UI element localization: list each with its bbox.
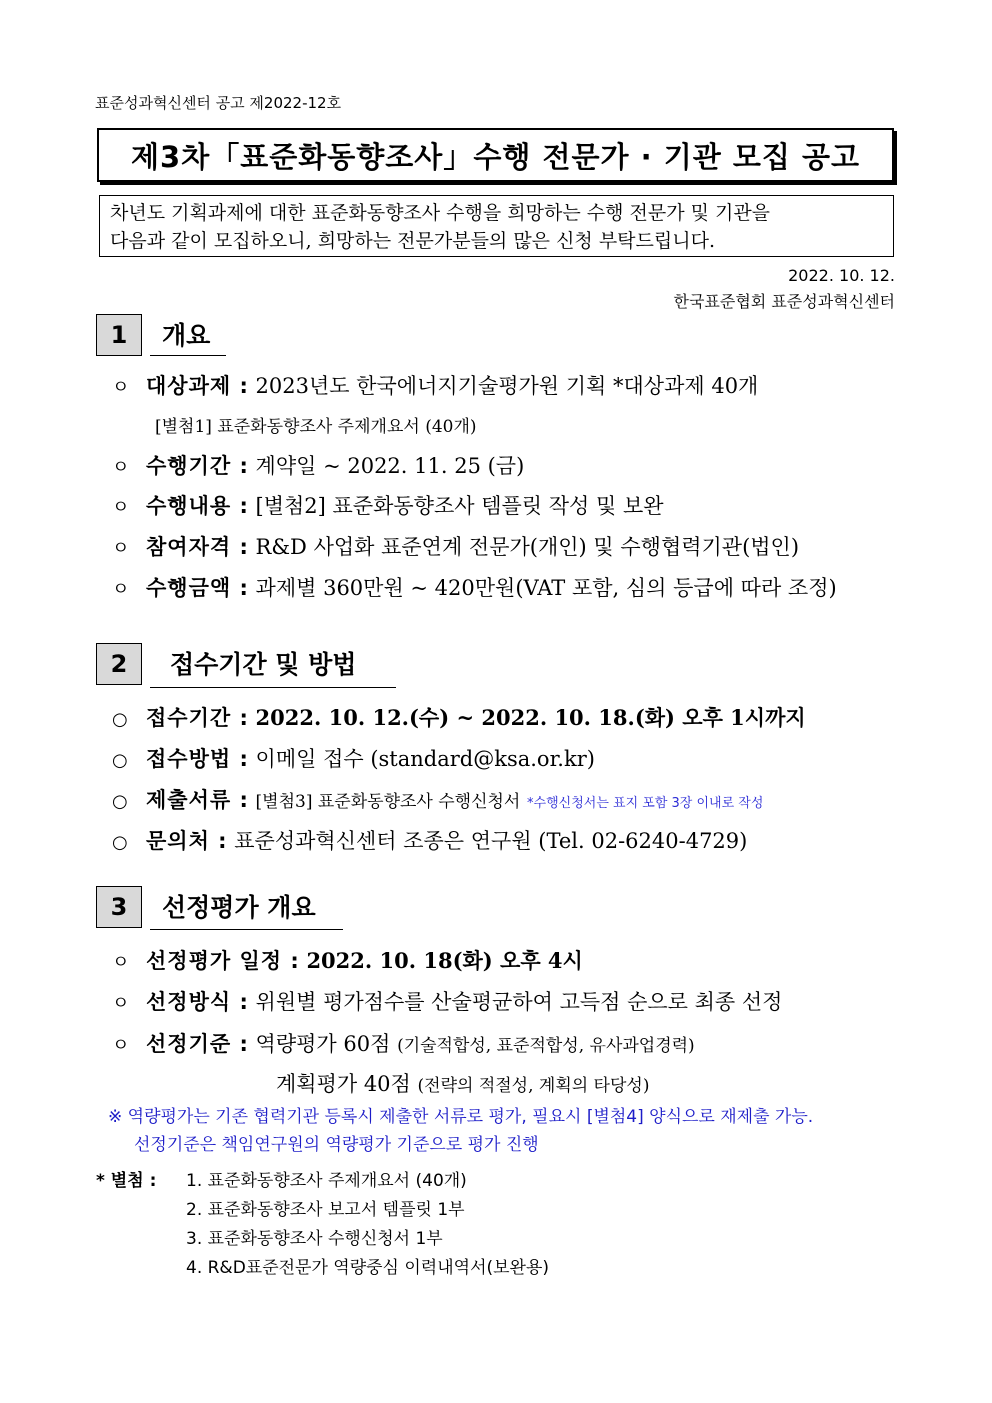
section-title: 개요	[162, 321, 211, 350]
item-label: 제출서류 :	[146, 788, 249, 812]
section-underline	[150, 929, 343, 930]
intro-line: 차년도 기획과제에 대한 표준화동향조사 수행을 희망하는 수행 전문가 및 기관을	[110, 202, 771, 224]
item-value: 계획평가 40점	[276, 1072, 411, 1096]
item-label: 접수기간 :	[146, 706, 249, 730]
item-value: 표준성과혁신센터 조종은 연구원 (Tel. 02-6240-4729)	[234, 829, 748, 853]
attachment-item: 4. R&D표준전문가 역량중심 이력내역서(보완용)	[186, 1258, 550, 1278]
bullet-icon: ㅇ	[112, 952, 130, 973]
section-title: 선정평가 개요	[162, 893, 316, 922]
bullet-icon: ㅇ	[112, 538, 130, 559]
organization-name: 한국표준협회 표준성과혁신센터	[673, 292, 895, 311]
bullet-icon: ㅇ	[112, 993, 130, 1014]
item-value: 위원별 평가점수를 산술평균하여 고득점 순으로 최종 선정	[255, 990, 783, 1014]
intro-line: 다음과 같이 모집하오니, 희망하는 전문가분들의 많은 신청 부탁드립니다.	[110, 230, 715, 252]
bullet-icon: ○	[112, 791, 128, 812]
list-item	[112, 986, 782, 1016]
section-title: 접수기간 및 방법	[170, 650, 357, 679]
list-item-sub	[155, 412, 477, 437]
item-value: 2022. 10. 12.(수) ~ 2022. 10. 18.(화) 오후 1시까지	[255, 705, 806, 730]
notice-date: 2022. 10. 12.	[788, 266, 895, 285]
section-number: 3	[96, 886, 142, 928]
section-number: 2	[96, 643, 142, 685]
item-note: (기술적합성, 표준적합성, 유사과업경력)	[397, 1036, 695, 1056]
list-item	[112, 490, 664, 520]
list-item	[112, 531, 799, 561]
page-title: 제3차「표준화동향조사」수행 전문가 · 기관 모집 공고	[97, 128, 894, 182]
attachments-label: * 별첨 :	[96, 1171, 157, 1191]
bullet-icon: ○	[112, 750, 128, 771]
item-value: 계약일 ~ 2022. 11. 25 (금)	[255, 454, 525, 478]
section-underline	[150, 687, 396, 688]
list-item-sub	[276, 1068, 649, 1098]
item-value: 2023년도 한국에너지기술평가원 기획 *대상과제 40개	[255, 374, 759, 398]
item-value: [별첨3] 표준화동향조사 수행신청서	[255, 792, 521, 812]
list-item	[112, 702, 806, 732]
list-item	[112, 450, 524, 480]
list-item	[112, 1028, 695, 1058]
notice-number: 표준성과혁신센터 공고 제2022-12호	[95, 94, 342, 112]
item-label: 수행기간 :	[146, 454, 249, 478]
item-value: R&D 사업화 표준연계 전문가(개인) 및 수행협력기관(법인)	[255, 535, 800, 559]
item-value: [별첨2] 표준화동향조사 템플릿 작성 및 보완	[255, 494, 664, 518]
item-label: 수행내용 :	[146, 494, 249, 518]
attachment-item: 1. 표준화동향조사 주제개요서 (40개)	[186, 1171, 467, 1191]
remark-note: 선정기준은 책임연구원의 역량평가 기준으로 평가 진행	[134, 1135, 539, 1155]
bullet-icon: ○	[112, 709, 128, 730]
item-label: 선정기준 :	[146, 1032, 249, 1056]
remark-note: ※ 역량평가는 기존 협력기관 등록시 제출한 서류로 평가, 필요시 [별첨4] 양식으로 재제출 가능.	[108, 1107, 814, 1127]
section-underline	[150, 355, 226, 356]
list-item	[112, 572, 837, 602]
section-number: 1	[96, 314, 142, 356]
bullet-icon: ○	[112, 832, 128, 853]
list-item	[112, 743, 595, 773]
bullet-icon: ㅇ	[112, 497, 130, 518]
bullet-icon: ㅇ	[112, 457, 130, 478]
item-label: 접수방법 :	[146, 747, 249, 771]
item-label: 선정방식 :	[146, 990, 249, 1014]
item-note: (전략의 적절성, 계획의 타당성)	[417, 1076, 650, 1096]
item-value: 이메일 접수 (standard@ksa.or.kr)	[255, 747, 595, 771]
bullet-icon: ㅇ	[112, 377, 130, 398]
item-value: [별첨1] 표준화동향조사 주제개요서 (40개)	[155, 417, 477, 437]
list-item	[112, 370, 758, 400]
attachment-item: 3. 표준화동향조사 수행신청서 1부	[186, 1229, 443, 1249]
item-label: 수행금액 :	[146, 576, 249, 600]
bullet-icon: ㅇ	[112, 1035, 130, 1056]
item-note: *수행신청서는 표지 포함 3장 이내로 작성	[527, 796, 764, 811]
item-label: 참여자격 :	[146, 535, 249, 559]
item-label: 선정평가 일정 :	[146, 949, 300, 973]
list-item	[112, 784, 763, 814]
attachment-item: 2. 표준화동향조사 보고서 템플릿 1부	[186, 1200, 465, 1220]
item-label: 문의처 :	[146, 829, 228, 853]
intro-box	[99, 195, 894, 257]
item-value: 과제별 360만원 ~ 420만원(VAT 포함, 심의 등급에 따라 조정)	[255, 576, 837, 600]
item-label: 대상과제 :	[146, 374, 249, 398]
list-item	[112, 825, 747, 855]
item-value: 역량평가 60점	[255, 1032, 391, 1056]
bullet-icon: ㅇ	[112, 579, 130, 600]
item-value: 2022. 10. 18(화) 오후 4시	[306, 948, 583, 973]
list-item	[112, 945, 583, 975]
